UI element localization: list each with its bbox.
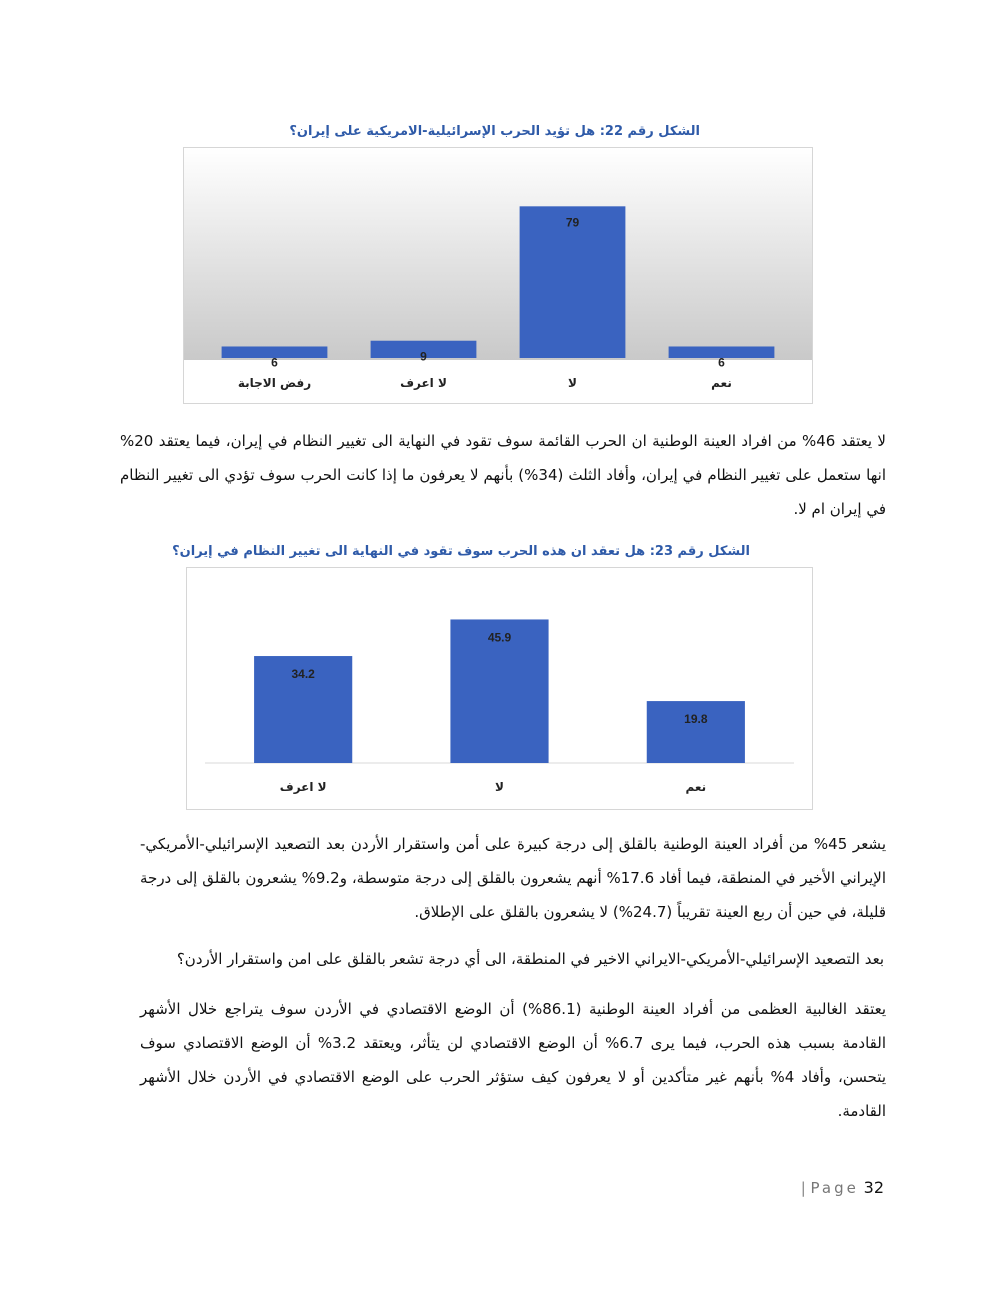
chart-23-bar <box>647 701 745 763</box>
footer-separator: | <box>800 1179 806 1197</box>
chart-22-plot-background <box>184 148 812 360</box>
chart-23 <box>186 567 813 810</box>
chart-22-data-label: 79 <box>565 215 580 230</box>
chart-22-category-label: رفض الاجابة <box>237 376 312 390</box>
chart-22-svg <box>184 148 812 403</box>
chart-23-category-label: لا <box>495 780 504 794</box>
chart-23-data-label: 19.8 <box>684 712 708 727</box>
survey-question: بعد التصعيد الإسرائيلي-الأمريكي-الايراني الاخير في المنطقة، الى أي درجة تشعر بالقلق على امن واستقرار الأردن؟ <box>176 950 884 968</box>
paragraph-2: يشعر 45% من أفراد العينة الوطنية بالقلق إلى درجة كبيرة على أمن واستقرار الأردن بعد التصعيد الإسرائيلي-الأمريكي-الإيراني الأخير في المنطقة، فيما أفاد 17.6% أنهم يشعرون بالقلق إلى درجة متوسطة، و9.2% يشعرون بالقلق إلى درجة قليلة، في حين أن ربع العينة تقريباً (24.7%) لا يشعرون بالقلق على الإطلاق. <box>140 835 886 921</box>
paragraph-3: يعتقد الغالبية العظمى من أفراد العينة الوطنية (86.1%) أن الوضع الاقتصادي في الأردن سوف يتراجع خلال الأشهر القادمة بسبب هذه الحرب، فيما يرى 6.7% أن الوضع الاقتصادي لن يتأثر، ويعتقد 3.2% أن الوضع الاقتصادي سوف يتحسن، وأفاد 4% بأنهم غير متأكدين أو لا يعرفون كيف ستؤثر الحرب على الوضع الاقتصادي في الأردن خلال الأشهر القادمة. <box>140 1000 887 1120</box>
chart-22-category-label: لا اعرف <box>400 376 447 390</box>
chart-22-data-label: 6 <box>718 355 725 370</box>
chart-23-category-label: لا اعرف <box>279 780 327 794</box>
chart-23-data-label: 34.2 <box>291 667 315 682</box>
chart-22-category-label: نعم <box>711 376 732 390</box>
page-number: 32 <box>863 1178 884 1197</box>
chart-22 <box>183 147 813 404</box>
chart-23-svg <box>187 568 812 809</box>
chart-22-title: الشكل رقم 22: هل تؤيد الحرب الإسرائيلية-الامريكية على إيران؟ <box>289 124 700 139</box>
chart-23-category-label: نعم <box>685 780 707 794</box>
chart-22-data-label: 6 <box>271 355 278 370</box>
paragraph-1: لا يعتقد 46% من افراد العينة الوطنية ان الحرب القائمة سوف تقود في النهاية الى تغيير النظام في إيران، فيما يعتقد 20% انها ستعمل على تغيير النظام في إيران، وأفاد الثلث (34%) بأنهم لا يعرفون ما إذا كانت الحرب سوف تؤدي الى تغيير النظام في إيران ام لا. <box>120 432 886 518</box>
page-footer <box>800 1178 884 1197</box>
chart-23-data-label: 45.9 <box>487 630 512 645</box>
chart-22-category-label: لا <box>568 376 577 390</box>
chart-22-data-label: 9 <box>420 349 427 364</box>
chart-23-title: الشكل رقم 23: هل تعقد ان هذه الحرب سوف تقود في النهاية الى تغيير النظام في إيران؟ <box>172 544 750 559</box>
footer-page-word: Page <box>810 1179 859 1197</box>
